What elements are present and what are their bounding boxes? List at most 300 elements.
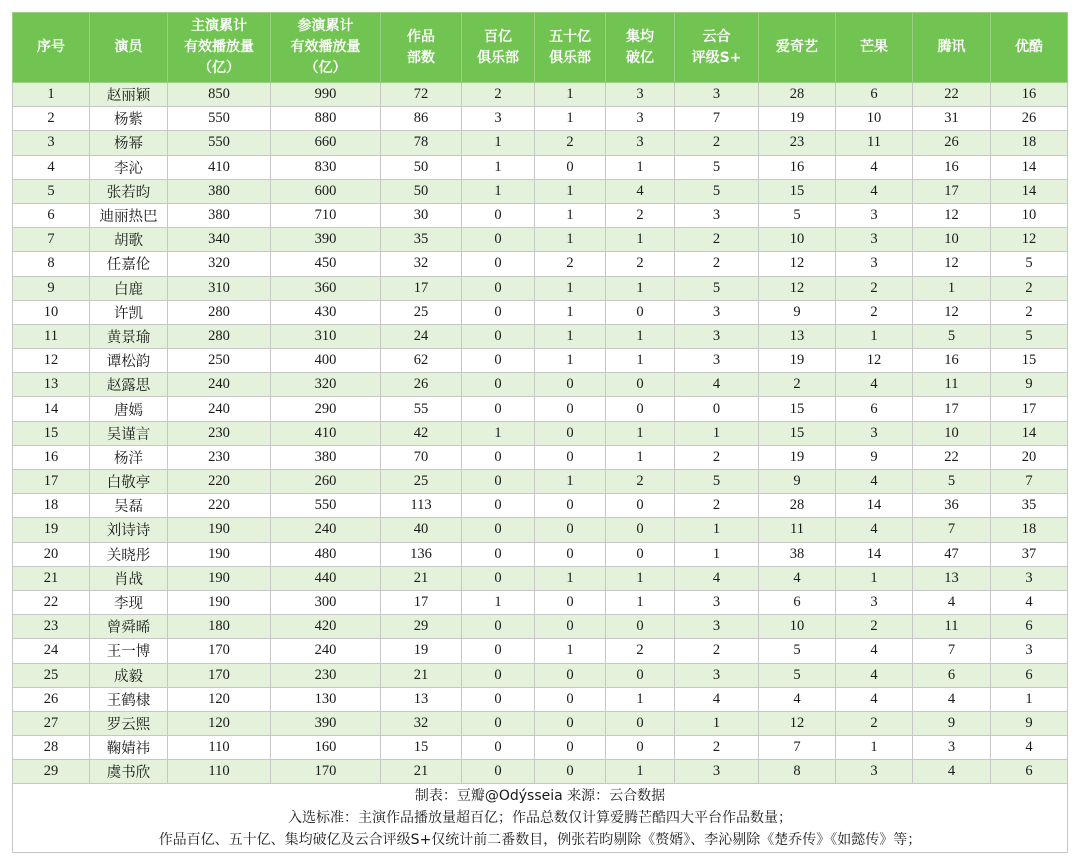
table-row <box>13 107 1068 131</box>
value-cell: 1 <box>675 518 759 542</box>
column-header <box>836 13 913 83</box>
value-cell: 7 <box>991 470 1068 494</box>
actor-name-cell: 黄景瑜 <box>90 324 168 348</box>
value-cell: 1 <box>836 736 913 760</box>
value-cell: 2 <box>675 736 759 760</box>
value-cell: 170 <box>168 663 271 687</box>
value-cell: 3 <box>462 107 535 131</box>
value-cell: 10 <box>913 228 991 252</box>
actor-name-cell: 白敬亭 <box>90 470 168 494</box>
value-cell: 710 <box>271 203 381 227</box>
value-cell: 19 <box>381 639 462 663</box>
value-cell: 0 <box>462 760 535 784</box>
value-cell: 12 <box>759 252 836 276</box>
value-cell: 2 <box>606 639 675 663</box>
value-cell: 440 <box>271 566 381 590</box>
actor-name-cell: 罗云熙 <box>90 711 168 735</box>
value-cell: 2 <box>606 203 675 227</box>
value-cell: 50 <box>381 179 462 203</box>
value-cell: 62 <box>381 349 462 373</box>
table-row <box>13 687 1068 711</box>
column-header-line: 爱奇艺 <box>776 39 818 55</box>
value-cell: 2 <box>675 494 759 518</box>
column-header <box>759 13 836 83</box>
column-header <box>913 13 991 83</box>
value-cell: 550 <box>168 107 271 131</box>
table-row <box>13 131 1068 155</box>
value-cell: 1 <box>606 421 675 445</box>
value-cell: 0 <box>462 470 535 494</box>
value-cell: 16 <box>913 155 991 179</box>
rank-cell: 20 <box>13 542 90 566</box>
value-cell: 390 <box>271 711 381 735</box>
value-cell: 0 <box>606 397 675 421</box>
rank-cell: 8 <box>13 252 90 276</box>
value-cell: 8 <box>759 760 836 784</box>
column-header-line: 演员 <box>114 39 143 55</box>
value-cell: 4 <box>759 566 836 590</box>
value-cell: 3 <box>836 421 913 445</box>
value-cell: 240 <box>271 518 381 542</box>
value-cell: 990 <box>271 83 381 107</box>
value-cell: 4 <box>836 470 913 494</box>
table-row <box>13 494 1068 518</box>
value-cell: 2 <box>991 276 1068 300</box>
exclusion-note: 作品百亿、五十亿、集均破亿及云合评级S+仅统计前二番数目，例张若昀剔除《赘婿》、李沁剔除《楚乔传》《如懿传》等； <box>158 832 922 849</box>
value-cell: 0 <box>535 760 606 784</box>
value-cell: 190 <box>168 518 271 542</box>
actor-name-cell: 李现 <box>90 590 168 614</box>
value-cell: 390 <box>271 228 381 252</box>
value-cell: 4 <box>991 736 1068 760</box>
value-cell: 11 <box>836 131 913 155</box>
value-cell: 6 <box>836 83 913 107</box>
table-row <box>13 542 1068 566</box>
actor-name-cell: 许凯 <box>90 300 168 324</box>
value-cell: 4 <box>675 566 759 590</box>
value-cell: 240 <box>168 397 271 421</box>
value-cell: 0 <box>462 687 535 711</box>
value-cell: 5 <box>759 203 836 227</box>
value-cell: 1 <box>462 131 535 155</box>
value-cell: 2 <box>836 276 913 300</box>
column-header-line: 主演累计 <box>191 18 247 34</box>
value-cell: 3 <box>675 324 759 348</box>
value-cell: 0 <box>535 155 606 179</box>
value-cell: 14 <box>991 421 1068 445</box>
value-cell: 1 <box>606 445 675 469</box>
value-cell: 1 <box>606 228 675 252</box>
column-header-line: 序号 <box>37 39 65 55</box>
value-cell: 18 <box>991 131 1068 155</box>
value-cell: 0 <box>462 203 535 227</box>
rank-cell: 14 <box>13 397 90 421</box>
value-cell: 2 <box>535 252 606 276</box>
table-row <box>13 566 1068 590</box>
value-cell: 15 <box>759 421 836 445</box>
value-cell: 3 <box>991 639 1068 663</box>
actor-name-cell: 杨洋 <box>90 445 168 469</box>
value-cell: 50 <box>381 155 462 179</box>
value-cell: 136 <box>381 542 462 566</box>
value-cell: 0 <box>535 590 606 614</box>
value-cell: 410 <box>168 155 271 179</box>
value-cell: 12 <box>759 276 836 300</box>
value-cell: 17 <box>381 276 462 300</box>
value-cell: 1 <box>836 566 913 590</box>
rank-cell: 12 <box>13 349 90 373</box>
value-cell: 130 <box>271 687 381 711</box>
value-cell: 17 <box>913 397 991 421</box>
value-cell: 410 <box>271 421 381 445</box>
value-cell: 14 <box>836 542 913 566</box>
value-cell: 0 <box>462 324 535 348</box>
value-cell: 1 <box>675 711 759 735</box>
value-cell: 0 <box>462 300 535 324</box>
value-cell: 31 <box>913 107 991 131</box>
value-cell: 320 <box>271 373 381 397</box>
column-header-line: 集均 <box>626 28 654 45</box>
table-row <box>13 663 1068 687</box>
column-header-line: 有效播放量 <box>184 39 254 55</box>
value-cell: 78 <box>381 131 462 155</box>
value-cell: 480 <box>271 542 381 566</box>
value-cell: 0 <box>462 349 535 373</box>
rank-cell: 19 <box>13 518 90 542</box>
value-cell: 3 <box>836 252 913 276</box>
column-header-line: 芒果 <box>860 39 888 55</box>
value-cell: 0 <box>535 494 606 518</box>
table-row <box>13 445 1068 469</box>
value-cell: 190 <box>168 590 271 614</box>
ranking-table-container <box>12 12 1067 853</box>
column-header-line: 破亿 <box>626 49 654 66</box>
value-cell: 2 <box>675 228 759 252</box>
column-header-line: 优酷 <box>1015 39 1043 55</box>
rank-cell: 9 <box>13 276 90 300</box>
value-cell: 0 <box>535 445 606 469</box>
table-row <box>13 179 1068 203</box>
value-cell: 1 <box>913 276 991 300</box>
value-cell: 0 <box>535 542 606 566</box>
value-cell: 1 <box>606 687 675 711</box>
actor-name-cell: 关晓彤 <box>90 542 168 566</box>
value-cell: 230 <box>271 663 381 687</box>
value-cell: 120 <box>168 687 271 711</box>
rank-cell: 2 <box>13 107 90 131</box>
value-cell: 1 <box>462 590 535 614</box>
value-cell: 21 <box>381 663 462 687</box>
value-cell: 25 <box>381 470 462 494</box>
value-cell: 5 <box>675 179 759 203</box>
column-header <box>606 13 675 83</box>
value-cell: 0 <box>462 228 535 252</box>
value-cell: 380 <box>168 179 271 203</box>
value-cell: 1 <box>462 179 535 203</box>
value-cell: 280 <box>168 300 271 324</box>
rank-cell: 13 <box>13 373 90 397</box>
value-cell: 9 <box>759 300 836 324</box>
actor-name-cell: 白鹿 <box>90 276 168 300</box>
table-row <box>13 203 1068 227</box>
value-cell: 120 <box>168 711 271 735</box>
value-cell: 3 <box>836 760 913 784</box>
value-cell: 2 <box>606 470 675 494</box>
value-cell: 1 <box>675 421 759 445</box>
value-cell: 28 <box>759 494 836 518</box>
table-body <box>13 83 1068 784</box>
value-cell: 0 <box>462 639 535 663</box>
header-row <box>13 13 1068 83</box>
value-cell: 5 <box>991 252 1068 276</box>
table-row <box>13 83 1068 107</box>
rank-cell: 5 <box>13 179 90 203</box>
rank-cell: 24 <box>13 639 90 663</box>
value-cell: 850 <box>168 83 271 107</box>
column-header-line: 参演累计 <box>297 18 354 34</box>
value-cell: 10 <box>759 615 836 639</box>
value-cell: 2 <box>535 131 606 155</box>
rank-cell: 16 <box>13 445 90 469</box>
value-cell: 1 <box>535 300 606 324</box>
value-cell: 1 <box>535 566 606 590</box>
value-cell: 14 <box>991 179 1068 203</box>
value-cell: 3 <box>991 566 1068 590</box>
table-row <box>13 639 1068 663</box>
value-cell: 6 <box>836 397 913 421</box>
column-header-line: 有效播放量 <box>290 39 361 55</box>
value-cell: 13 <box>759 324 836 348</box>
value-cell: 22 <box>913 445 991 469</box>
notes-row <box>13 784 1068 853</box>
value-cell: 240 <box>271 639 381 663</box>
value-cell: 4 <box>675 373 759 397</box>
value-cell: 35 <box>381 228 462 252</box>
value-cell: 0 <box>606 736 675 760</box>
value-cell: 7 <box>913 518 991 542</box>
value-cell: 0 <box>535 397 606 421</box>
value-cell: 11 <box>759 518 836 542</box>
value-cell: 10 <box>759 228 836 252</box>
value-cell: 0 <box>606 494 675 518</box>
column-header <box>675 13 759 83</box>
value-cell: 320 <box>168 252 271 276</box>
value-cell: 0 <box>462 276 535 300</box>
value-cell: 72 <box>381 83 462 107</box>
value-cell: 3 <box>675 615 759 639</box>
value-cell: 400 <box>271 349 381 373</box>
rank-cell: 17 <box>13 470 90 494</box>
table-row <box>13 324 1068 348</box>
value-cell: 3 <box>836 228 913 252</box>
value-cell: 2 <box>675 639 759 663</box>
value-cell: 430 <box>271 300 381 324</box>
value-cell: 4 <box>836 373 913 397</box>
value-cell: 240 <box>168 373 271 397</box>
table-row <box>13 155 1068 179</box>
value-cell: 3 <box>913 736 991 760</box>
table-row <box>13 615 1068 639</box>
value-cell: 17 <box>913 179 991 203</box>
actor-name-cell: 赵露思 <box>90 373 168 397</box>
value-cell: 2 <box>675 252 759 276</box>
value-cell: 16 <box>913 349 991 373</box>
column-header-line: 腾讯 <box>937 39 966 55</box>
value-cell: 190 <box>168 542 271 566</box>
actor-name-cell: 谭松韵 <box>90 349 168 373</box>
value-cell: 36 <box>913 494 991 518</box>
value-cell: 15 <box>991 349 1068 373</box>
value-cell: 21 <box>381 760 462 784</box>
value-cell: 12 <box>836 349 913 373</box>
value-cell: 300 <box>271 590 381 614</box>
value-cell: 2 <box>991 300 1068 324</box>
value-cell: 11 <box>913 373 991 397</box>
value-cell: 3 <box>606 131 675 155</box>
value-cell: 15 <box>759 179 836 203</box>
value-cell: 23 <box>759 131 836 155</box>
rank-cell: 4 <box>13 155 90 179</box>
value-cell: 86 <box>381 107 462 131</box>
value-cell: 3 <box>606 83 675 107</box>
value-cell: 6 <box>991 760 1068 784</box>
rank-cell: 23 <box>13 615 90 639</box>
value-cell: 190 <box>168 566 271 590</box>
value-cell: 10 <box>913 421 991 445</box>
value-cell: 0 <box>462 542 535 566</box>
value-cell: 1 <box>535 228 606 252</box>
value-cell: 32 <box>381 711 462 735</box>
column-header <box>168 13 271 83</box>
value-cell: 14 <box>991 155 1068 179</box>
rank-cell: 7 <box>13 228 90 252</box>
value-cell: 2 <box>836 711 913 735</box>
value-cell: 1 <box>836 324 913 348</box>
value-cell: 14 <box>836 494 913 518</box>
value-cell: 11 <box>913 615 991 639</box>
rank-cell: 15 <box>13 421 90 445</box>
value-cell: 1 <box>535 324 606 348</box>
rank-cell: 10 <box>13 300 90 324</box>
value-cell: 9 <box>991 373 1068 397</box>
value-cell: 17 <box>381 590 462 614</box>
value-cell: 15 <box>759 397 836 421</box>
actor-name-cell: 李沁 <box>90 155 168 179</box>
value-cell: 70 <box>381 445 462 469</box>
value-cell: 26 <box>913 131 991 155</box>
rank-cell: 25 <box>13 663 90 687</box>
value-cell: 3 <box>675 83 759 107</box>
value-cell: 19 <box>759 107 836 131</box>
value-cell: 0 <box>462 252 535 276</box>
value-cell: 30 <box>381 203 462 227</box>
column-header-line: 作品 <box>407 28 435 45</box>
value-cell: 290 <box>271 397 381 421</box>
table-row <box>13 736 1068 760</box>
value-cell: 0 <box>535 373 606 397</box>
value-cell: 7 <box>913 639 991 663</box>
value-cell: 1 <box>606 566 675 590</box>
actor-name-cell: 吴谨言 <box>90 421 168 445</box>
value-cell: 1 <box>535 349 606 373</box>
credit-note: 制表：豆瓣@Odýsseia 来源：云合数据 <box>414 788 666 805</box>
value-cell: 2 <box>606 252 675 276</box>
value-cell: 10 <box>991 203 1068 227</box>
value-cell: 4 <box>836 687 913 711</box>
value-cell: 6 <box>991 615 1068 639</box>
value-cell: 0 <box>462 736 535 760</box>
value-cell: 420 <box>271 615 381 639</box>
value-cell: 1 <box>535 107 606 131</box>
value-cell: 170 <box>168 639 271 663</box>
value-cell: 12 <box>913 300 991 324</box>
value-cell: 7 <box>759 736 836 760</box>
value-cell: 3 <box>606 107 675 131</box>
value-cell: 2 <box>836 615 913 639</box>
actor-name-cell: 王一博 <box>90 639 168 663</box>
value-cell: 9 <box>836 445 913 469</box>
value-cell: 3 <box>675 349 759 373</box>
value-cell: 0 <box>535 711 606 735</box>
actor-name-cell: 肖战 <box>90 566 168 590</box>
table-row <box>13 300 1068 324</box>
value-cell: 6 <box>913 663 991 687</box>
value-cell: 1 <box>991 687 1068 711</box>
value-cell: 24 <box>381 324 462 348</box>
value-cell: 660 <box>271 131 381 155</box>
table-row <box>13 421 1068 445</box>
table-row <box>13 276 1068 300</box>
value-cell: 0 <box>606 615 675 639</box>
value-cell: 310 <box>271 324 381 348</box>
rank-cell: 1 <box>13 83 90 107</box>
value-cell: 4 <box>913 590 991 614</box>
value-cell: 1 <box>606 760 675 784</box>
value-cell: 16 <box>759 155 836 179</box>
value-cell: 19 <box>759 445 836 469</box>
value-cell: 0 <box>535 663 606 687</box>
value-cell: 16 <box>991 83 1068 107</box>
value-cell: 0 <box>535 518 606 542</box>
value-cell: 20 <box>991 445 1068 469</box>
rank-cell: 18 <box>13 494 90 518</box>
value-cell: 1 <box>535 276 606 300</box>
column-header <box>381 13 462 83</box>
value-cell: 170 <box>271 760 381 784</box>
table-row <box>13 252 1068 276</box>
rank-cell: 11 <box>13 324 90 348</box>
actor-name-cell: 王鹤棣 <box>90 687 168 711</box>
value-cell: 9 <box>913 711 991 735</box>
value-cell: 47 <box>913 542 991 566</box>
column-header-line: 百亿 <box>484 28 512 45</box>
value-cell: 230 <box>168 445 271 469</box>
value-cell: 1 <box>606 324 675 348</box>
actor-name-cell: 吴磊 <box>90 494 168 518</box>
column-header <box>271 13 381 83</box>
value-cell: 4 <box>836 518 913 542</box>
column-header <box>991 13 1068 83</box>
value-cell: 0 <box>462 615 535 639</box>
value-cell: 2 <box>675 131 759 155</box>
value-cell: 22 <box>913 83 991 107</box>
value-cell: 0 <box>462 711 535 735</box>
column-header-line: 俱乐部 <box>549 49 591 66</box>
value-cell: 5 <box>759 639 836 663</box>
value-cell: 0 <box>606 663 675 687</box>
rank-cell: 29 <box>13 760 90 784</box>
value-cell: 0 <box>535 736 606 760</box>
